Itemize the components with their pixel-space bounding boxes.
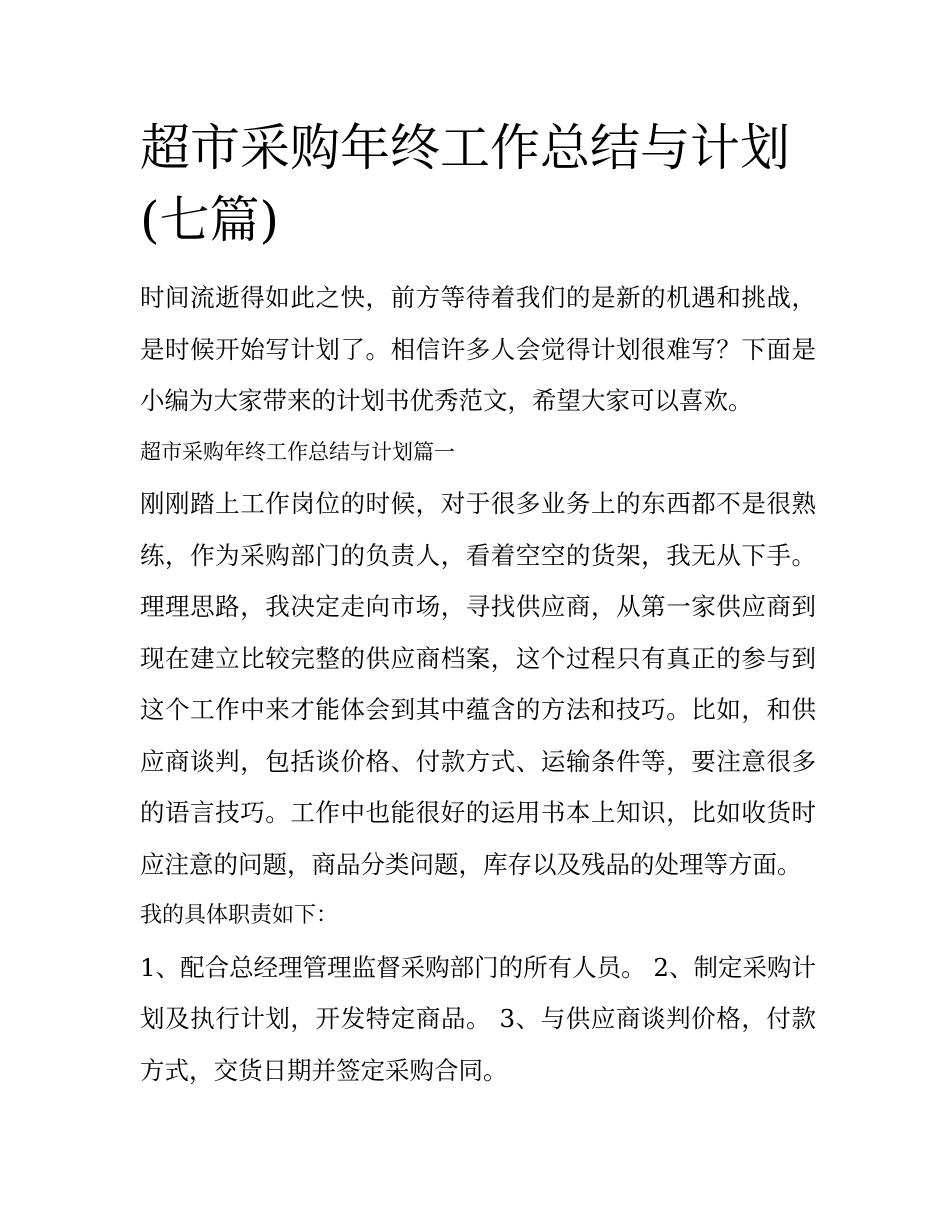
duties-list: 1、配合总经理管理监督采购部门的所有人员。 2、制定采购计划及执行计划，开发特定商品。 3、与供应商谈判价格，付款方式，交货日期并签定采购合同。	[140, 952, 816, 1085]
body-paragraph: 刚刚踏上工作岗位的时候，对于很多业务上的东西都不是很熟练，作为采购部门的负责人，看着空空的货架，我无从下手。理理思路，我决定走向市场，寻找供应商，从第一家供应商到现在建立比较完整的供应商档案，这个过程只有真正的参与到这个工作中来才能体会到其中蕴含的方法和技巧。比如，和供应商谈判，包括谈价格、付款方式、运输条件等，要注意很多的语言技巧。工作中也能很好的运用书本上知识，比如收货时应注意的问题，商品分类问题，库存以及残品的处理等方面。	[140, 489, 816, 879]
section-heading: 超市采购年终工作总结与计划篇一	[140, 439, 455, 464]
document-title: 超市采购年终工作总结与计划(七篇)	[140, 119, 790, 249]
intro-paragraph: 时间流逝得如此之快，前方等待着我们的是新的机遇和挑战，是时候开始写计划了。相信许多人会觉得计划很难写？下面是小编为大家带来的计划书优秀范文，希望大家可以喜欢。	[140, 283, 816, 415]
duties-intro: 我的具体职责如下：	[140, 903, 339, 928]
document-page	[140, 112, 816, 1096]
